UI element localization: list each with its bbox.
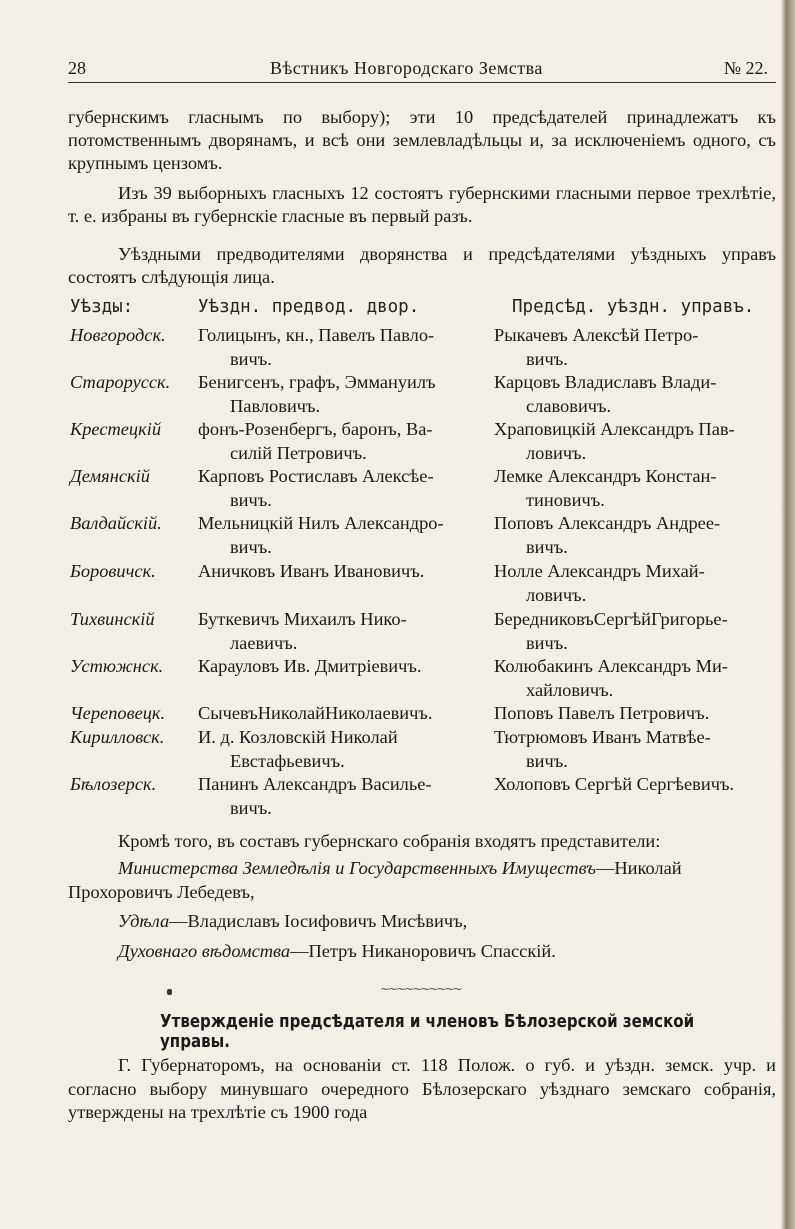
section-divider: ~~~~~~~~~~ — [380, 982, 461, 996]
chair-name: Лемке Александръ Констан- тиновичъ. — [494, 466, 717, 510]
county-name: Валдайскій. — [70, 513, 162, 533]
county-name: Устюжнск. — [70, 656, 164, 676]
journal-title: Вѣстникъ Новгородскаго Земства — [270, 58, 543, 78]
chair-name: Карцовъ Владиславъ Влади- славовичъ. — [494, 372, 717, 416]
county-name: Бѣлозерск. — [70, 774, 157, 794]
chair-name: Храповицкій Александръ Пав- ловичъ. — [494, 419, 735, 463]
county-name: Кирилловск. — [70, 727, 165, 747]
chair-name: Тютрюмовъ Иванъ Матвѣе- вичъ. — [494, 727, 711, 771]
representatives-intro: Кромѣ того, въ составъ губернскаго собранія входятъ представители: — [118, 831, 661, 851]
chair-name: Поповъ Александръ Андрее- вичъ. — [494, 513, 721, 557]
udel-person: —Владиславъ Іосифовичъ Мисѣвичъ, — [169, 911, 468, 931]
marshal-name: Голицынъ, кн., Павелъ Павло- вичъ. — [198, 325, 435, 369]
representative-clergy — [68, 940, 776, 964]
representative-ministry — [68, 857, 776, 904]
chair-name: Рыкачевъ Алексѣй Петро- вичъ. — [494, 325, 699, 369]
marshal-name: Бенигсенъ, графъ, Эммануилъ Павловичъ. — [198, 372, 436, 416]
county-name: Крестецкій — [70, 419, 162, 439]
marshal-name: фонъ-Розенбергъ, баронъ, Ва- силій Петровичъ. — [198, 419, 433, 463]
intro-paragraph-1: губернскимъ гласнымъ по выбору); эти 10 предсѣдателей принадлежатъ къ потомственнымъ дворянамъ, и всѣ они землевладѣльцы и, за исключеніемъ одного, съ крупнымъ цензомъ. — [68, 107, 776, 173]
county-name: Боровичск. — [70, 561, 156, 581]
column-header-chair: Предсѣд. уѣздн. управъ. — [512, 297, 755, 317]
county-name: Череповецк. — [70, 703, 166, 723]
county-name: Новгородск. — [70, 325, 166, 345]
page-number: 28 — [68, 58, 86, 78]
running-header — [68, 58, 768, 84]
county-name: Тихвинскій — [70, 609, 155, 629]
marshal-name: СычевъНиколайНиколаевичъ. — [198, 703, 433, 723]
county-name: Демянскій — [70, 466, 150, 486]
intro-paragraph-2: Изъ 39 выборныхъ гласныхъ 12 состоятъ губернскими гласными первое трехлѣтіе, т. е. избраны въ губернскіе гласные въ первый разъ. — [68, 183, 776, 226]
intro-paragraph-3: Уѣздными предводителями дворянства и предсѣдателями уѣздныхъ управъ состоятъ слѣдующія лица. — [68, 244, 776, 287]
chair-name: Нолле Александръ Михай- ловичъ. — [494, 561, 705, 605]
marshal-name: Мельницкій Нилъ Александро- вичъ. — [198, 513, 444, 557]
clergy-person: —Петръ Никаноровичъ Спасскій. — [290, 941, 556, 961]
column-header-county: Уѣзды: — [70, 297, 134, 317]
chair-name: Холоповъ Сергѣй Сергѣевичъ. — [494, 774, 735, 794]
udel-label: Удѣла — [118, 911, 170, 931]
header-rule — [68, 82, 776, 83]
ministry-label: Министерства Земледѣлія и Государственныхъ Имуществъ — [118, 858, 596, 878]
county-name: Старорусск. — [70, 372, 171, 392]
marshal-name: Панинъ Александръ Василье- вичъ. — [198, 774, 432, 818]
section-body: Г. Губернаторомъ, на основаніи ст. 118 Полож. о губ. и уѣздн. земск. учр. и согласно выбору минувшаго очередного Бѣлозерскаго уѣзднаго земскаго собранія, утверждены на трехлѣтіе съ 1900 года — [68, 1055, 776, 1122]
marshal-name: Карповъ Ростиславъ Алексѣе- вичъ. — [198, 466, 434, 510]
marshal-name: Карауловъ Ив. Дмитріевичъ. — [198, 656, 422, 676]
marshal-name: И. д. Козловскій Николай Евстафьевичъ. — [198, 727, 398, 771]
chair-name: Поповъ Павелъ Петровичъ. — [494, 703, 710, 723]
chair-name: Колюбакинъ Александръ Ми- хайловичъ. — [494, 656, 728, 700]
representative-udel — [68, 910, 776, 934]
marshal-name: Аничковъ Иванъ Ивановичъ. — [198, 561, 425, 581]
chair-name: БередниковъСергѣйГригорье- вичъ. — [494, 609, 728, 653]
ministry-person: —Николай Прохоровичъ Лебедевъ, — [68, 858, 682, 902]
marshal-name: Буткевичъ Михаилъ Нико- лаевичъ. — [198, 609, 407, 653]
page-binding-edge — [781, 0, 795, 1229]
section-title: Утвержденіе предсѣдателя и членовъ Бѣлозерской земской управы. — [160, 1012, 695, 1052]
clergy-label: Духовнаго вѣдомства — [118, 941, 291, 961]
issue-number: № 22. — [723, 58, 768, 78]
column-header-marshal: Уѣздн. предвод. двор. — [198, 297, 420, 317]
ink-spot — [167, 989, 172, 995]
